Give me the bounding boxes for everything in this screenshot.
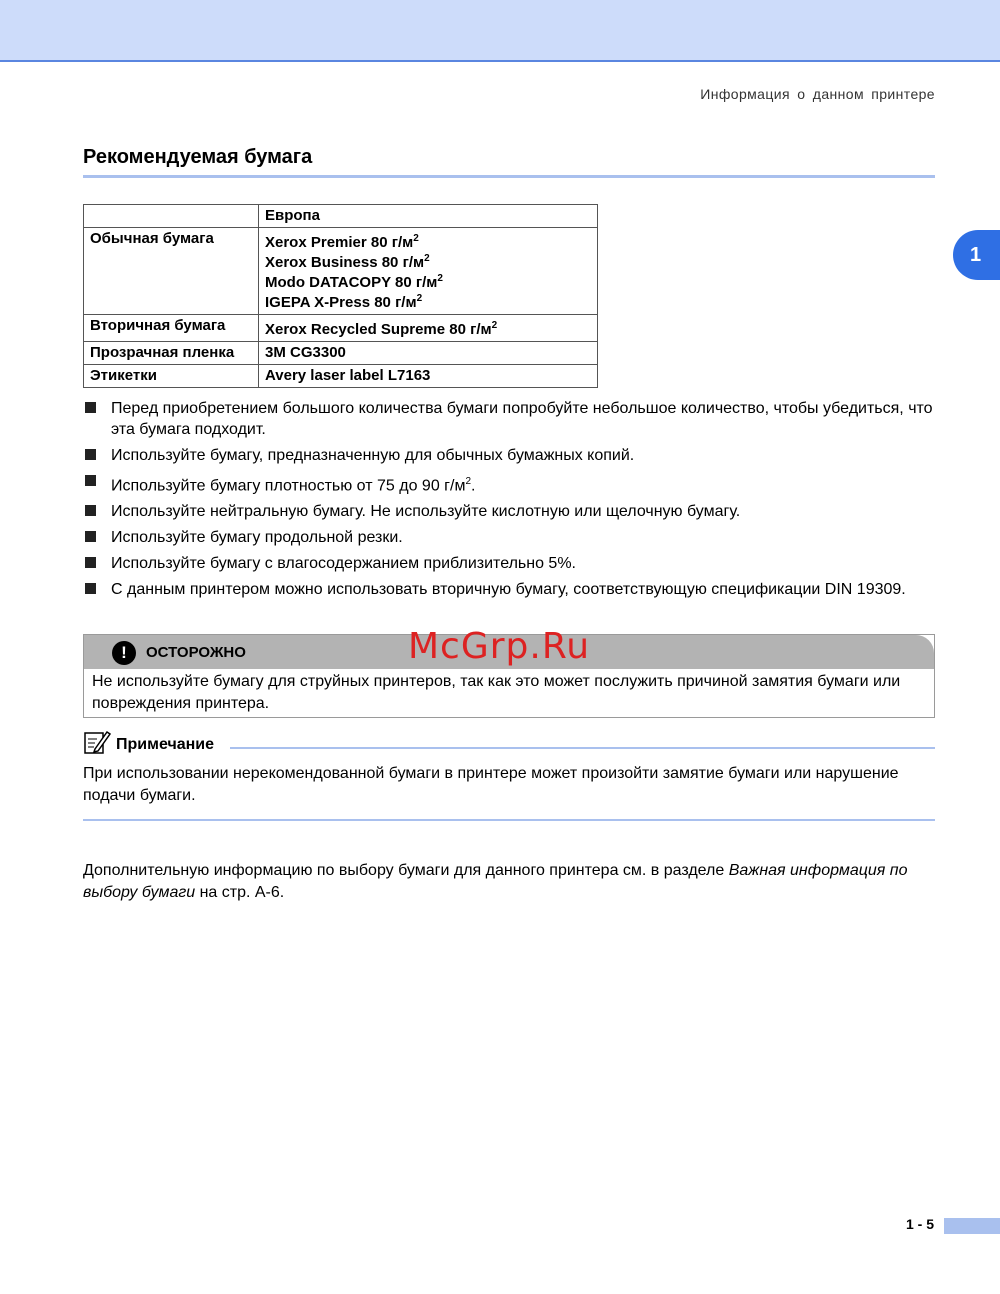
paper-value: Modo DATACOPY 80 $г/м^2$ [265, 273, 443, 291]
cross-reference-link[interactable]: Важная информация по выбору бумаги [83, 862, 908, 901]
list-item: Используйте бумагу плотностью от 75 до 90 $г/м^2$. [83, 471, 943, 496]
header-band [0, 0, 1000, 62]
chapter-tab[interactable]: 1 [953, 230, 1000, 280]
running-header: Информация о данном принтере [700, 86, 935, 102]
warning-icon: ! [112, 641, 136, 665]
more-info-paragraph: Дополнительную информацию по выбору бумаги для данного принтера см. в разделе Важная информация по выбору бумаги на стр. A-6. [83, 862, 908, 901]
table-row [84, 342, 598, 365]
caution-title: ОСТОРОЖНО [146, 644, 246, 661]
paper-type-cell: Прозрачная пленка [84, 342, 259, 365]
paper-value-cell: Xerox Recycled Supreme 80 $г/м^2$ [259, 315, 598, 342]
table-header-row [84, 205, 598, 228]
list-item: Используйте бумагу, предназначенную для обычных бумажных копий. [83, 445, 943, 466]
section-title: Рекомендуемая бумага [83, 146, 935, 178]
footer-bar [944, 1218, 1000, 1234]
paper-value-cell: 3M CG3300 [259, 342, 598, 365]
table-row [84, 315, 598, 342]
note-bottom-divider [83, 819, 935, 821]
paper-type-cell: Обычная бумага [84, 228, 259, 315]
list-item: Используйте нейтральную бумагу. Не используйте кислотную или щелочную бумагу. [83, 501, 943, 522]
table-column-header: Европа [259, 205, 598, 228]
note-title: Примечание [116, 736, 215, 753]
note-divider [230, 747, 935, 749]
note-text: При использовании нерекомендованной бумаги в принтере может произойти замятие бумаги или нарушение подачи бумаги. [83, 765, 899, 804]
table-row [84, 365, 598, 388]
list-item: Используйте бумагу продольной резки. [83, 527, 943, 548]
list-item: С данным принтером можно использовать вторичную бумагу, соответствующую спецификации DIN 19309. [83, 579, 943, 600]
list-item: Перед приобретением большого количества бумаги попробуйте небольшое количество, чтобы убедиться, что эта бумага подходит. [83, 398, 943, 440]
paper-value: Xerox Premier 80 $г/м^2$ [265, 233, 419, 251]
watermark: McGrp.Ru [408, 626, 591, 667]
paper-value: IGEPA X-Press 80 $г/м^2$ [265, 293, 423, 311]
caution-text: Не используйте бумагу для струйных принтеров, так как это может послужить причиной замятия бумаги или повреждения принтера. [92, 673, 901, 712]
paper-value: Xerox Business 80 $г/м^2$ [265, 253, 430, 271]
table-row [84, 228, 598, 315]
note-pencil-icon [83, 729, 111, 755]
page-number: 1 - 5 [906, 1216, 935, 1232]
paper-value-cell: Avery laser label L7163 [259, 365, 598, 388]
list-item: Используйте бумагу с влагосодержанием приблизительно 5%. [83, 553, 943, 574]
paper-type-cell: Вторичная бумага [84, 315, 259, 342]
recommendation-list [83, 398, 943, 605]
paper-value-cell [259, 228, 598, 315]
table-header-empty [84, 205, 259, 228]
paper-type-cell: Этикетки [84, 365, 259, 388]
paper-table [83, 204, 598, 388]
